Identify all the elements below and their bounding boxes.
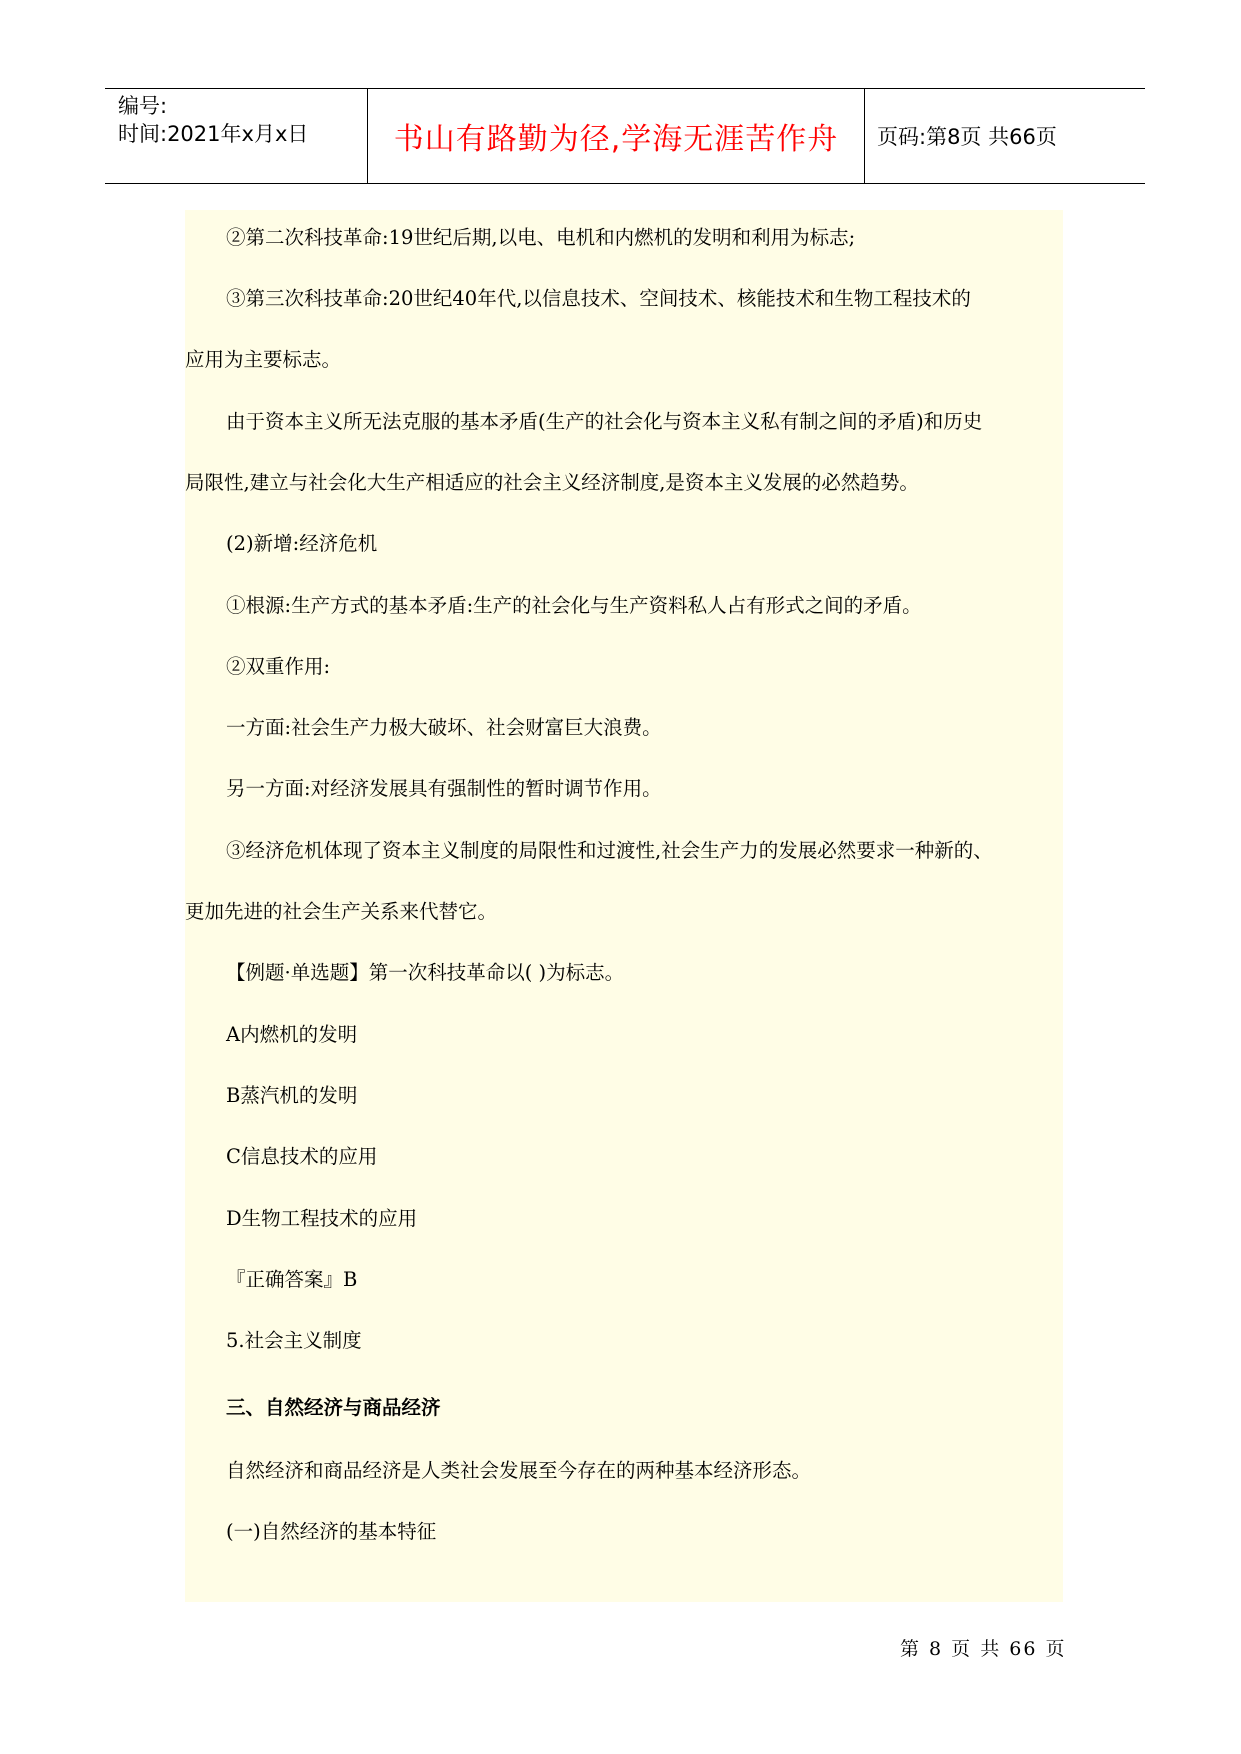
subsection-heading: (一)自然经济的基本特征 — [226, 1520, 437, 1543]
paragraph-line: 应用为主要标志。 — [185, 348, 342, 371]
paragraph-line: 5.社会主义制度 — [226, 1329, 362, 1352]
paragraph-line: 更加先进的社会生产关系来代替它。 — [185, 900, 498, 923]
correct-answer: 『正确答案』B — [226, 1268, 358, 1291]
header-motto-cell — [368, 89, 865, 183]
page-header — [105, 88, 1145, 184]
paragraph-line: (2)新增:经济危机 — [226, 532, 378, 555]
question-title: 【例题·单选题】第一次科技革命以( )为标志。 — [226, 961, 625, 984]
header-page-cell — [865, 89, 1157, 183]
document-body — [185, 210, 1063, 1602]
document-time-label: 时间:2021年x月x日 — [118, 122, 309, 146]
paragraph-line: 由于资本主义所无法克服的基本矛盾(生产的社会化与资本主义私有制之间的矛盾)和历史 — [226, 410, 983, 433]
header-motto: 书山有路勤为径,学海无涯苦作舟 — [393, 122, 839, 157]
section-heading: 三、自然经济与商品经济 — [226, 1396, 441, 1419]
paragraph-line: 一方面:社会生产力极大破坏、社会财富巨大浪费。 — [226, 716, 662, 739]
header-info-cell — [105, 89, 368, 183]
paragraph-line: ②第二次科技革命:19世纪后期,以电、电机和内燃机的发明和利用为标志; — [226, 226, 856, 249]
paragraph-line: ①根源:生产方式的基本矛盾:生产的社会化与生产资料私人占有形式之间的矛盾。 — [226, 594, 922, 617]
paragraph-line: 另一方面:对经济发展具有强制性的暂时调节作用。 — [226, 777, 662, 800]
option-b: B蒸汽机的发明 — [226, 1084, 358, 1107]
paragraph-line: ③第三次科技革命:20世纪40年代,以信息技术、空间技术、核能技术和生物工程技术的 — [226, 287, 971, 310]
option-d: D生物工程技术的应用 — [226, 1207, 418, 1230]
paragraph-line: ②双重作用: — [226, 655, 331, 678]
document-number-label: 编号: — [118, 94, 168, 118]
option-a: A内燃机的发明 — [226, 1023, 358, 1046]
paragraph-line: ③经济危机体现了资本主义制度的局限性和过渡性,社会生产力的发展必然要求一种新的、 — [226, 839, 993, 862]
paragraph-line: 自然经济和商品经济是人类社会发展至今存在的两种基本经济形态。 — [226, 1459, 812, 1482]
paragraph-line: 局限性,建立与社会化大生产相适应的社会主义经济制度,是资本主义发展的必然趋势。 — [185, 471, 919, 494]
page-footer: 第 8 页 共 66 页 — [900, 1638, 1067, 1660]
header-page-info: 页码:第8页 共66页 — [877, 125, 1057, 149]
option-c: C信息技术的应用 — [226, 1145, 378, 1168]
